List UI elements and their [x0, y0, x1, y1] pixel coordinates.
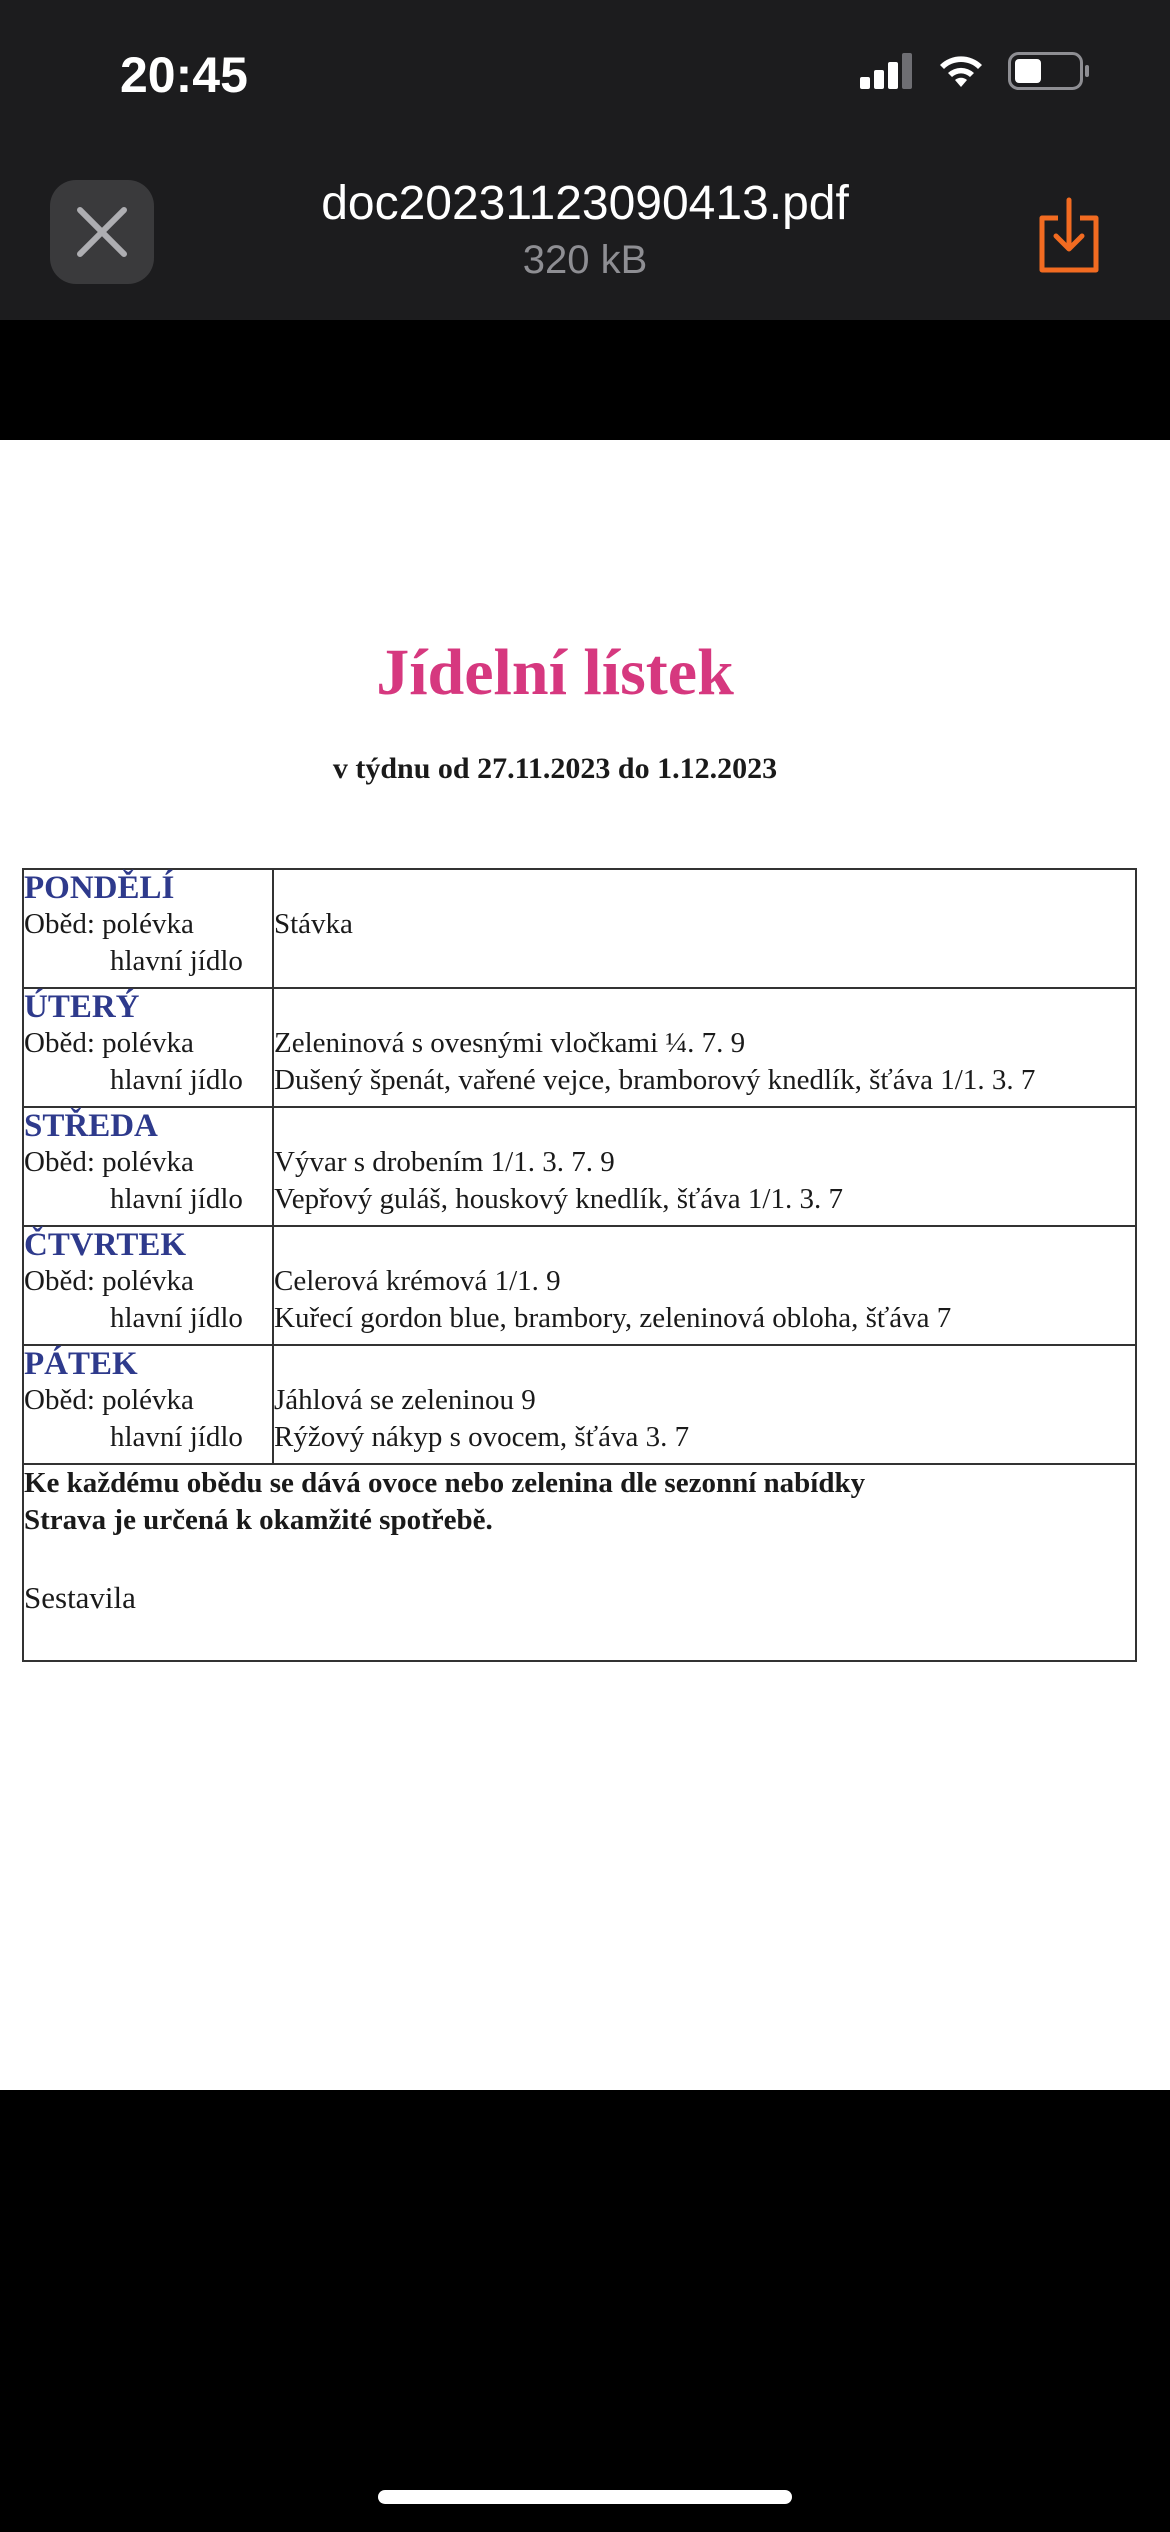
main-dish-text: Dušený špenát, vařené vejce, bramborový knedlík, šťáva 1/1. 3. 7	[274, 1064, 1036, 1096]
viewer-header	[0, 150, 1170, 320]
soup-label: Oběd: polévka	[24, 1146, 194, 1178]
meal-cell	[273, 1226, 1136, 1345]
soup-text: Celerová krémová 1/1. 9	[274, 1265, 561, 1297]
day-name: PÁTEK	[24, 1346, 138, 1382]
day-cell	[23, 1345, 273, 1464]
day-cell	[23, 1107, 273, 1226]
footer-note-fruit: Ke každému obědu se dává ovoce nebo zelenina dle sezonní nabídky	[24, 1467, 866, 1499]
meal-cell	[273, 988, 1136, 1107]
day-name: ČTVRTEK	[24, 1227, 187, 1263]
status-bar	[0, 0, 1170, 150]
soup-text: Vývar s drobením 1/1. 3. 7. 9	[274, 1146, 615, 1178]
status-icons	[860, 52, 1090, 90]
footer-row	[23, 1464, 1136, 1661]
day-cell	[23, 869, 273, 988]
menu-table	[22, 868, 1137, 1662]
main-dish-text: Vepřový guláš, houskový knedlík, šťáva 1/1. 3. 7	[274, 1183, 843, 1215]
table-row	[23, 1345, 1136, 1464]
day-name: ÚTERÝ	[24, 989, 140, 1025]
soup-label: Oběd: polévka	[24, 1384, 194, 1416]
main-dish-label: hlavní jídlo	[110, 1302, 243, 1334]
status-time: 20:45	[120, 47, 248, 103]
main-dish-text: Kuřecí gordon blue, brambory, zeleninová obloha, šťáva 7	[274, 1302, 952, 1334]
main-dish-label: hlavní jídlo	[110, 1183, 243, 1215]
cellular-signal-icon	[860, 53, 914, 89]
day-cell	[23, 1226, 273, 1345]
day-cell	[23, 988, 273, 1107]
document-title: Jídelní lístek	[376, 636, 734, 709]
file-size: 320 kB	[522, 238, 648, 282]
soup-label: Oběd: polévka	[24, 1027, 194, 1059]
meal-cell	[273, 1345, 1136, 1464]
wifi-icon	[936, 53, 986, 89]
main-dish-text: Rýžový nákyp s ovocem, šťáva 3. 7	[274, 1421, 690, 1453]
meal-cell	[273, 1107, 1136, 1226]
download-icon	[1034, 196, 1104, 276]
table-row	[23, 1226, 1136, 1345]
table-row	[23, 869, 1136, 988]
battery-icon	[1008, 52, 1090, 90]
soup-text: Stávka	[274, 908, 353, 940]
home-indicator[interactable]	[378, 2490, 792, 2504]
soup-text: Zeleninová s ovesnými vločkami ¼. 7. 9	[274, 1027, 746, 1059]
footer-cell	[23, 1464, 1136, 1661]
download-button[interactable]	[1034, 196, 1104, 276]
soup-label: Oběd: polévka	[24, 908, 194, 940]
main-dish-label: hlavní jídlo	[110, 1064, 243, 1096]
viewer-background-bottom	[0, 2090, 1170, 2532]
footer-signature: Sestavila	[24, 1580, 136, 1615]
viewer-background-top	[0, 320, 1170, 440]
file-name: doc20231123090413.pdf	[321, 177, 849, 230]
day-name: PONDĚLÍ	[24, 870, 175, 906]
main-dish-label: hlavní jídlo	[110, 945, 243, 977]
soup-label: Oběd: polévka	[24, 1265, 194, 1297]
soup-text: Jáhlová se zeleninou 9	[274, 1384, 536, 1416]
meal-cell	[273, 869, 1136, 988]
table-row	[23, 1107, 1136, 1226]
footer-note-consumption: Strava je určená k okamžité spotřebě.	[24, 1504, 493, 1536]
document-subtitle: v týdnu od 27.11.2023 do 1.12.2023	[332, 752, 778, 785]
day-name: STŘEDA	[24, 1108, 158, 1144]
main-dish-label: hlavní jídlo	[110, 1421, 243, 1453]
table-row	[23, 988, 1136, 1107]
pdf-page[interactable]	[0, 440, 1170, 2090]
